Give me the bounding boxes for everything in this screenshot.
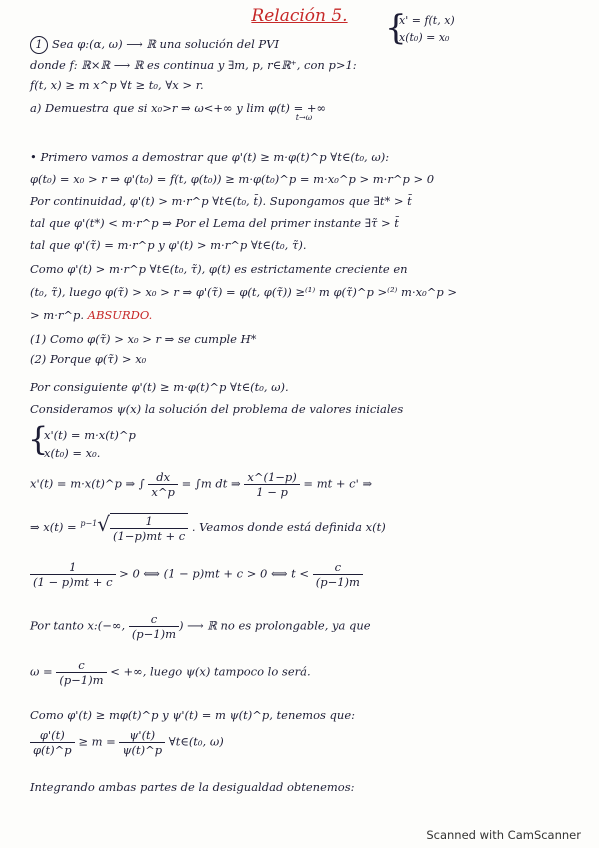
fraction-dx-xp: $\frac{dx}{x\^{}p}$ (148, 470, 177, 499)
brace-icon: { (385, 8, 407, 48)
conclusion-line-2: Consideramos ψ(x) la solución del problema de valores iniciales (30, 402, 404, 416)
exercise-number: 1 (30, 36, 48, 54)
proof-line-6: Como φ'(t) > m·r^p ∀t∈(t₀, τ̃), φ(t) es estrictamente creciente en (30, 262, 408, 276)
statement-line-1: 1 Sea φ:(α, ω) ⟶ ℝ una solución del PVI (30, 36, 590, 54)
domain-bound-fraction: $\frac{c}{(p-1)m}$ (313, 560, 363, 589)
page-title: Relación 5. (251, 6, 348, 26)
part-a-limit-subscript: t→ω (295, 113, 313, 122)
psi-ratio: $\frac{\psi'(t)}{\psi(t)\^{}p}$ (119, 728, 165, 757)
scanner-watermark: Scanned with CamScanner (426, 828, 581, 842)
domain-line: $\frac{1}{(1 - p)mt + c}$ > 0 ⟺ (1 − p)mt + c > 0 ⟺ t < $\frac{c}{(p-1)m}$ (30, 560, 590, 589)
pvi-initial-condition: x(t₀) = x₀ (399, 31, 450, 44)
ratio-line: $\frac{\varphi'(t)}{\varphi(t)\^{}p}$ ≥ m = $\frac{\psi'(t)}{\psi(t)\^{}p}$ ∀t∈(t₀, ω) (30, 728, 590, 757)
fraction-x-power: $\frac{x\^{}(1-p)}{1 - p}$ (244, 470, 299, 499)
proof-line-5: tal que φ'(τ̃) = m·r^p y φ'(t) > m·r^p ∀t∈(t₀, τ̃). (30, 238, 307, 252)
ivp-initial-condition: x(t₀) = x₀. (44, 446, 101, 460)
omega-line: ω = $\frac{c}{(p-1)m}$ < +∞, luego ψ(x) tampoco lo será. (30, 658, 311, 687)
phi-ratio: $\frac{\varphi'(t)}{\varphi(t)\^{}p}$ (30, 728, 75, 757)
root-icon: √ (97, 512, 110, 536)
statement-line-3: f(t, x) ≥ m x^p ∀t ≥ t₀, ∀x > r. (30, 78, 204, 92)
proof-line-8: > m·r^p. ABSURDO. (30, 308, 153, 322)
proof-line-7: (t₀, τ̃), luego φ(τ̃) > x₀ > r ⇒ φ'(τ̃) = φ(t, φ(τ̃)) ≥⁽¹⁾ m φ(τ̃)^p >⁽²⁾ m·x₀^p > (30, 285, 457, 299)
pvi-equation: x' = f(t, x) (399, 14, 455, 27)
domain-fraction: $\frac{1}{(1 - p)mt + c}$ (30, 560, 116, 589)
last-line: Integrando ambas partes de la desigualdad obtenemos: (30, 780, 355, 794)
root-index: p−1 (80, 519, 98, 529)
ivp-system (28, 420, 136, 462)
note-2: (2) Porque φ(τ̃) > x₀ (30, 352, 147, 366)
proof-line-2: φ(t₀) = x₀ > r ⇒ φ'(t₀) = f(t, φ(t₀)) ≥ m·φ(t₀)^p = m·x₀^p > m·r^p > 0 (30, 172, 435, 186)
proof-line-1: • Primero vamos a demostrar que φ'(t) ≥ m·φ(t)^p ∀t∈(t₀, ω): (30, 150, 390, 164)
non-extendable-line: Por tanto x:(−∞, $\frac{c}{(p-1)m}$ ) ⟶ ℝ no es prolongable, ya que (30, 612, 371, 641)
integration-line: x'(t) = m·x(t)^p ⇒ ∫ $\frac{dx}{x\^{}p}$ = ∫m dt ⇒ $\frac{x\^{}(1-p)}{1 - p}$ = mt + c' ⇒ (30, 470, 373, 499)
since-line: Como φ'(t) ≥ mφ(t)^p y ψ'(t) = m ψ(t)^p, tenemos que: (30, 708, 355, 722)
brace-icon: { (28, 420, 49, 458)
solution-line: ⇒ x(t) = $^{p-1}$√ $\frac{1}{(1-p)mt + c}$ . Veamos donde está definida x(t) (30, 512, 386, 543)
proof-line-4: tal que φ'(t*) < m·r^p ⇒ Por el Lema del primer instante ∃τ̃ > t̄ (30, 216, 399, 230)
proof-line-3: Por continuidad, φ'(t) > m·r^p ∀t∈(t₀, t̄). Supongamos que ∃t* > t̄ (30, 194, 412, 208)
statement-line-2: donde f: ℝ×ℝ ⟶ ℝ es continua y ∃m, p, r∈ℝ⁺, con p>1: (30, 58, 357, 72)
root-fraction: $\frac{1}{(1-p)mt + c}$ (110, 513, 188, 543)
omega-fraction: $\frac{c}{(p-1)m}$ (56, 658, 106, 687)
interval-bound-fraction: $\frac{c}{(p-1)m}$ (129, 612, 179, 641)
part-a: a) Demuestra que si x₀>r ⇒ ω<+∞ y lim φ(t) = +∞ $_{t\to\omega}$ (30, 101, 327, 122)
ivp-equation: x'(t) = m·x(t)^p (44, 428, 136, 442)
conclusion-line-1: Por consiguiente φ'(t) ≥ m·φ(t)^p ∀t∈(t₀, ω). (30, 380, 289, 394)
note-1: (1) Como φ(τ̃) > x₀ > r ⇒ se cumple H* (30, 332, 257, 346)
absurdo-label: ABSURDO. (87, 308, 153, 322)
